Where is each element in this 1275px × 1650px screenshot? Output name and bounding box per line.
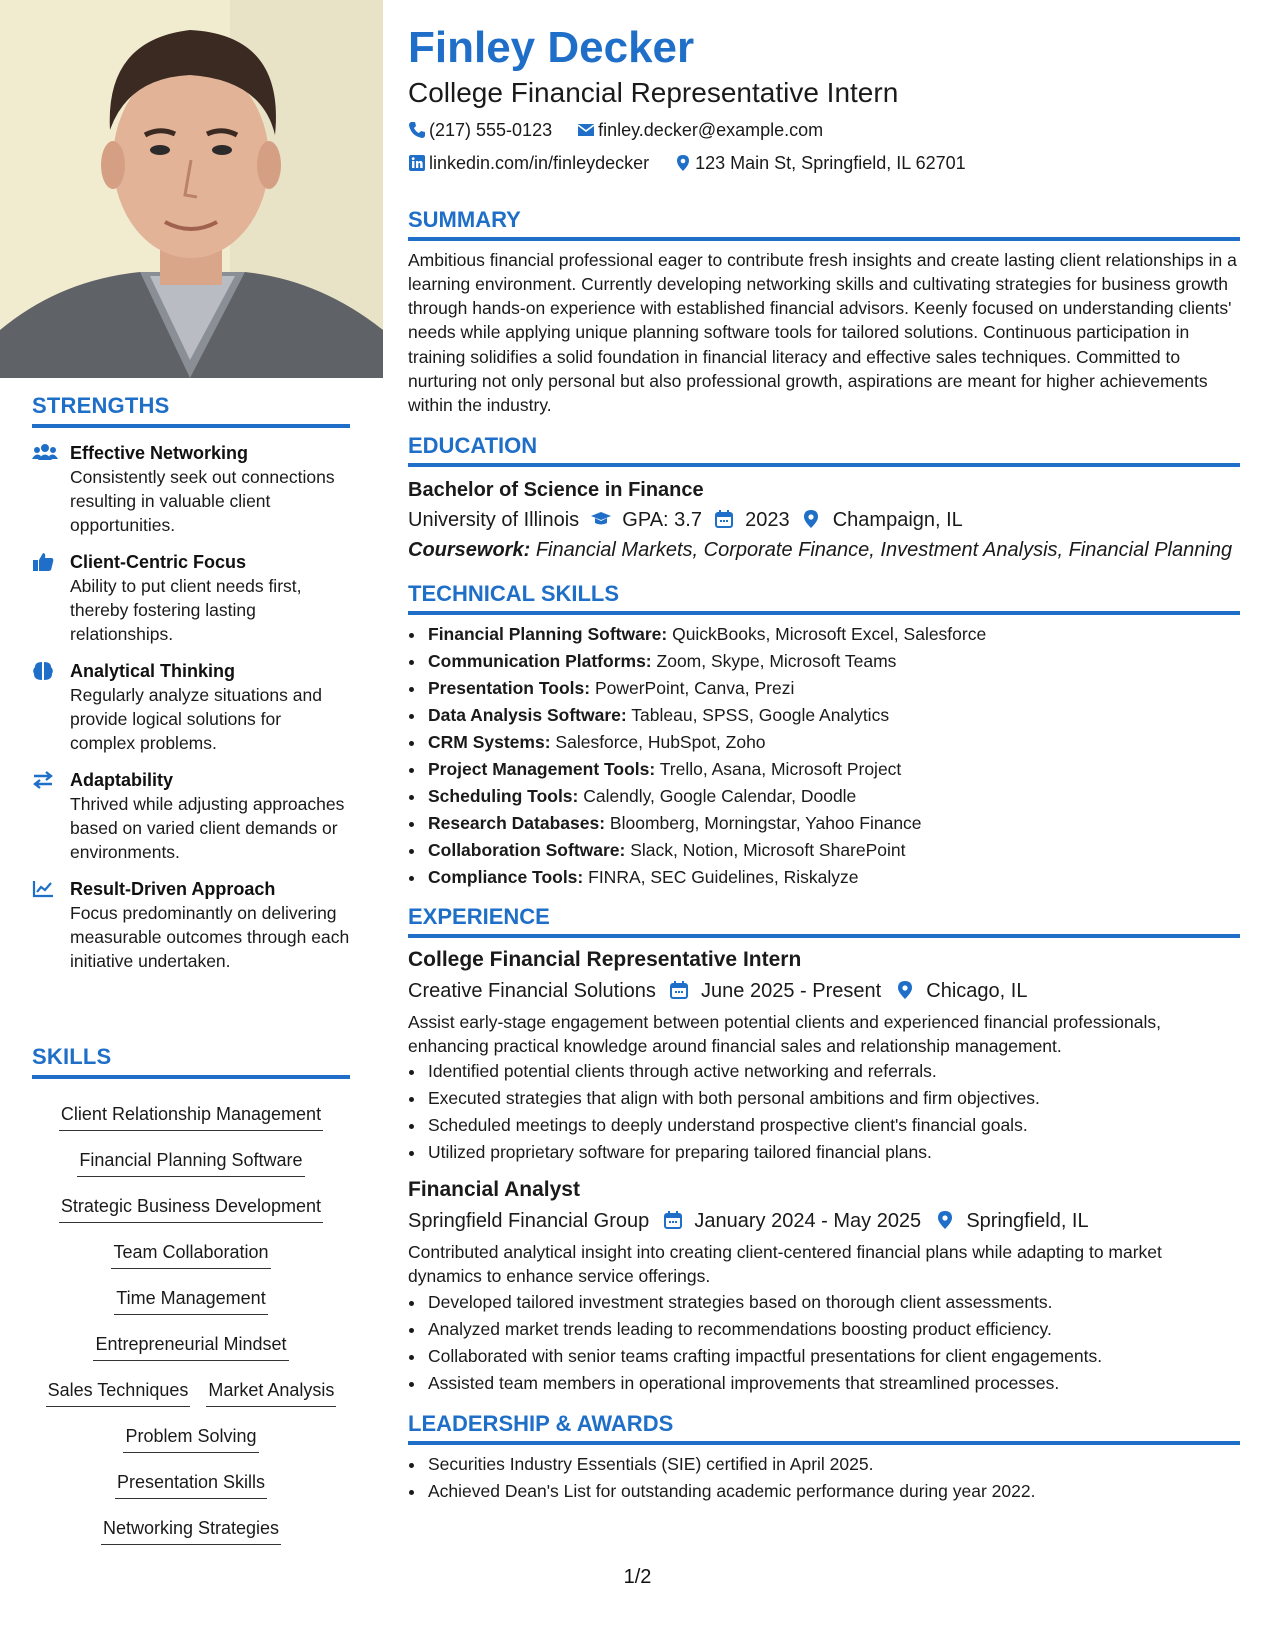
skills-list (32, 1093, 350, 1553)
summary-title: SUMMARY (408, 207, 1240, 241)
skill-values: Slack, Notion, Microsoft SharePoint (630, 839, 906, 860)
skill-category: Data Analysis Software: (428, 704, 627, 725)
contact-row (408, 116, 1240, 143)
skill-category: Financial Planning Software: (428, 623, 668, 644)
portrait-illustration (0, 0, 383, 378)
strength-title: Result-Driven Approach (70, 879, 276, 899)
map-pin-icon (895, 980, 915, 1000)
skill-category: Project Management Tools: (428, 758, 656, 779)
skill-values: Bloomberg, Morningstar, Yahoo Finance (609, 812, 922, 833)
list-item (426, 837, 1240, 864)
skill-tag: Financial Planning Software (77, 1147, 304, 1177)
calendar-icon (669, 980, 689, 1000)
skill-values: QuickBooks, Microsoft Excel, Salesforce (672, 623, 987, 644)
skills-section (32, 1044, 350, 1553)
job-entry (408, 946, 1240, 1167)
address-text: 123 Main St, Springfield, IL 62701 (695, 152, 966, 173)
skill-tag: Market Analysis (206, 1377, 336, 1407)
summary-text: Ambitious financial professional eager to contribute fresh insights and create lasting client relationships in a learning environment. Currently developing networking skills and cultivating strategies for business growth through hands-on experience with established financial advisors. Keenly focused on understanding clients' needs while applying unique planning software tools for tailored solutions. Continuous participation in training solidifies a solid foundation in financial literacy and effective sales techniques. Committed to nurturing not only personal but also professional growth, aspirations are meant for higher achievements within the industry. (408, 249, 1237, 416)
brain-icon (32, 661, 58, 683)
phone-contact[interactable] (408, 117, 552, 143)
leadership-list (408, 1451, 1240, 1505)
main-content (408, 22, 1240, 1505)
strength-item (32, 660, 350, 755)
list-item (426, 702, 1240, 729)
list-item (426, 756, 1240, 783)
strength-item (32, 878, 350, 973)
email-contact[interactable] (577, 117, 823, 143)
strength-title: Adaptability (70, 770, 174, 790)
list-item: • Collaborated with senior teams crafting impactful presentations for client engagements. (426, 1343, 1240, 1370)
list-item: • Achieved Dean's List for outstanding academic performance during year 2022. (426, 1478, 1240, 1505)
coursework-text: Financial Markets, Corporate Finance, Investment Analysis, Financial Planning (535, 538, 1233, 561)
technical-skills-section (408, 581, 1240, 891)
envelope-icon (577, 121, 595, 139)
job-title: Financial Analyst (408, 1178, 580, 1202)
education-section (408, 433, 1240, 565)
technical-skills-title: TECHNICAL SKILLS (408, 581, 1240, 615)
skill-tag: Problem Solving (123, 1423, 258, 1453)
strength-title: Client-Centric Focus (70, 552, 247, 572)
thumbs-up-icon (32, 552, 58, 574)
list-item: • Developed tailored investment strategies based on thorough client assessments. (426, 1289, 1240, 1316)
strength-title: Analytical Thinking (70, 661, 236, 681)
skill-tag: Team Collaboration (111, 1239, 270, 1269)
leadership-title: LEADERSHIP & AWARDS (408, 1411, 1240, 1445)
list-item (426, 864, 1240, 891)
job-bullets (408, 1289, 1240, 1397)
list-item: • Identified potential clients through active networking and referrals. (426, 1058, 1240, 1085)
skill-tag: Networking Strategies (101, 1515, 281, 1545)
skill-category: Communication Platforms: (428, 650, 652, 671)
experience-section (408, 904, 1240, 1397)
list-item (426, 729, 1240, 756)
strength-desc: Regularly analyze situations and provide logical solutions for complex problems. (70, 685, 322, 753)
skill-category: Research Databases: (428, 812, 606, 833)
degree-title: Bachelor of Science in Finance (408, 478, 704, 501)
job-meta (408, 976, 1240, 1006)
phone-icon (408, 121, 426, 139)
education-title: EDUCATION (408, 433, 1240, 467)
gpa-text: GPA: 3.7 (622, 508, 702, 531)
skill-tag: Entrepreneurial Mindset (93, 1331, 288, 1361)
job-location: Springfield, IL (966, 1210, 1089, 1233)
linkedin-icon (408, 154, 426, 172)
strength-desc: Focus predominantly on delivering measurable outcomes through each initiative undertaken. (70, 903, 350, 971)
job-title: College Financial Representative Intern (408, 947, 802, 971)
map-pin-icon (935, 1210, 955, 1230)
skill-values: Salesforce, HubSpot, Zoho (555, 731, 766, 752)
job-summary: Contributed analytical insight into creating client-centered financial plans while adapting to market dynamics to enhance service offerings. (408, 1242, 1162, 1287)
candidate-role: College Financial Representative Intern (408, 77, 899, 108)
skill-values: Calendly, Google Calendar, Doodle (583, 785, 857, 806)
skill-category: Scheduling Tools: (428, 785, 579, 806)
job-meta (408, 1206, 1240, 1236)
list-item (426, 783, 1240, 810)
skill-values: FINRA, SEC Guidelines, Riskalyze (588, 866, 859, 887)
list-item: • Securities Industry Essentials (SIE) certified in April 2025. (426, 1451, 1240, 1478)
skill-category: Compliance Tools: (428, 866, 584, 887)
skill-tag: Client Relationship Management (59, 1101, 323, 1131)
list-item: • Analyzed market trends leading to recommendations boosting product efficiency. (426, 1316, 1240, 1343)
job-dates: June 2025 - Present (701, 979, 882, 1002)
map-pin-icon (801, 509, 821, 529)
users-icon (32, 443, 58, 465)
education-details (408, 505, 1240, 535)
sidebar (0, 0, 383, 1650)
profile-photo (0, 0, 383, 378)
graduation-year: 2023 (745, 508, 790, 531)
strength-item (32, 551, 350, 646)
list-item: • Utilized proprietary software for preparing tailored financial plans. (426, 1139, 1240, 1166)
address-contact (674, 150, 966, 176)
skill-values: PowerPoint, Canva, Prezi (594, 677, 795, 698)
technical-skills-list (408, 621, 1240, 891)
strength-title: Effective Networking (70, 443, 249, 463)
leadership-section (408, 1411, 1240, 1505)
linkedin-text: linkedin.com/in/finleydecker (429, 152, 650, 173)
skill-tag: Sales Techniques (46, 1377, 191, 1407)
list-item (426, 648, 1240, 675)
job-summary: Assist early-stage engagement between potential clients and experienced financial professionals, enhancing practical knowledge around financial sales and relationship management. (408, 1011, 1161, 1056)
skill-values: Tableau, SPSS, Google Analytics (631, 704, 890, 725)
calendar-icon (663, 1210, 683, 1230)
skill-category: Presentation Tools: (428, 677, 591, 698)
list-item: • Scheduled meetings to deeply understand prospective client's financial goals. (426, 1112, 1240, 1139)
skill-tag: Presentation Skills (115, 1469, 267, 1499)
coursework-row (408, 535, 1240, 565)
company-name: Creative Financial Solutions (408, 979, 656, 1002)
map-pin-icon (674, 154, 692, 172)
list-item (426, 621, 1240, 648)
skill-category: CRM Systems: (428, 731, 551, 752)
list-item (426, 810, 1240, 837)
strength-desc: Thrived while adjusting approaches based on varied client demands or environments. (70, 794, 345, 862)
coursework-label: Coursework: (408, 538, 531, 561)
experience-title: EXPERIENCE (408, 904, 1240, 938)
graduation-cap-icon (591, 509, 611, 529)
company-name: Springfield Financial Group (408, 1210, 650, 1233)
page-number: 1/2 (623, 1566, 652, 1588)
job-location: Chicago, IL (926, 979, 1028, 1002)
skill-category: Collaboration Software: (428, 839, 626, 860)
list-item: • Assisted team members in operational improvements that streamlined processes. (426, 1370, 1240, 1397)
skill-values: Zoom, Skype, Microsoft Teams (656, 650, 897, 671)
chart-line-icon (32, 879, 58, 901)
strength-item (32, 442, 350, 537)
school-name: University of Illinois (408, 508, 580, 531)
summary-section (408, 207, 1240, 418)
skill-tag: Strategic Business Development (59, 1193, 323, 1223)
skill-tag: Time Management (114, 1285, 267, 1315)
strength-desc: Consistently seek out connections resulting in valuable client opportunities. (70, 467, 335, 535)
school-location: Champaign, IL (832, 508, 963, 531)
job-bullets (408, 1058, 1240, 1166)
candidate-name: Finley Decker (408, 23, 695, 72)
job-entry (408, 1176, 1240, 1397)
calendar-icon (714, 509, 734, 529)
arrows-exchange-icon (32, 770, 58, 792)
email-text: finley.decker@example.com (598, 120, 824, 141)
list-item: • Executed strategies that align with both personal ambitions and firm objectives. (426, 1085, 1240, 1112)
contact-row (408, 148, 1240, 175)
strengths-title: STRENGTHS (32, 393, 350, 428)
strengths-section (32, 393, 350, 973)
strength-item (32, 769, 350, 864)
skill-values: Trello, Asana, Microsoft Project (659, 758, 902, 779)
skills-title: SKILLS (32, 1044, 350, 1079)
list-item (426, 675, 1240, 702)
linkedin-contact[interactable] (408, 150, 649, 176)
phone-text: (217) 555-0123 (429, 120, 553, 141)
strength-desc: Ability to put client needs first, thereby fostering lasting relationships. (70, 576, 302, 644)
job-dates: January 2024 - May 2025 (694, 1210, 922, 1233)
